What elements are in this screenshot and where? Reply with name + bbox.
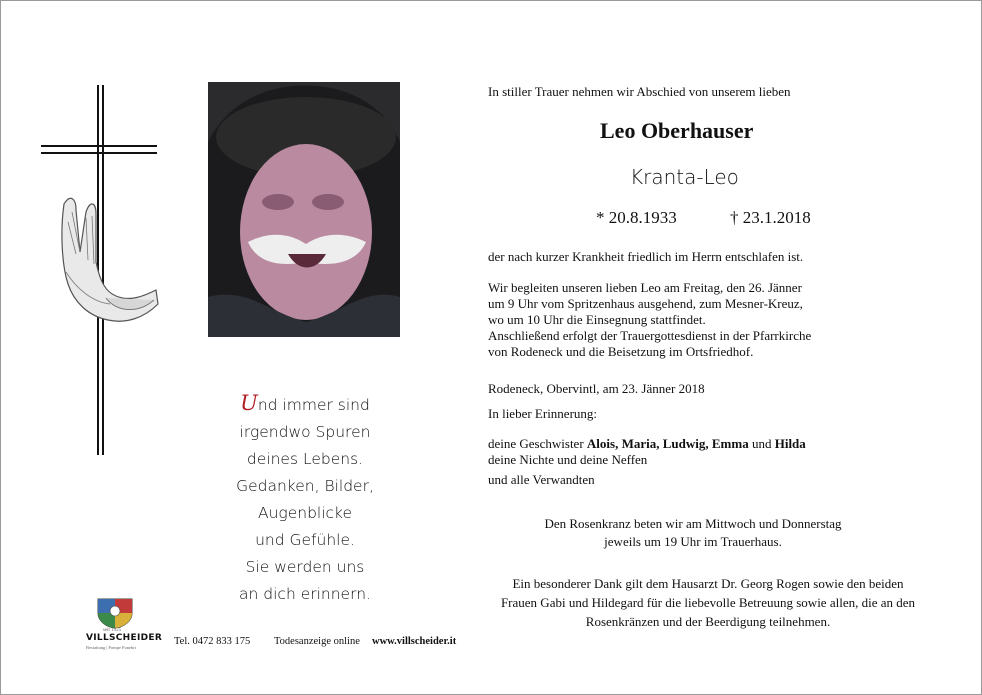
- poem-drop-cap: U: [240, 391, 258, 415]
- poem-line: Und immer sind: [240, 391, 370, 415]
- funeral-line: von Rodeneck und die Beisetzung im Ortsfriedhof.: [488, 344, 754, 359]
- passed-text: der nach kurzer Krankheit friedlich im Herrn entschlafen ist.: [488, 249, 804, 264]
- poem-line: Augenblicke: [257, 504, 353, 522]
- poem-line: irgendwo Spuren: [239, 423, 371, 441]
- mourners: [488, 436, 806, 488]
- rosary-info: Den Rosenkranz beten wir am Mittwoch und Donnerstag jeweils um 19 Uhr im Trauerhaus.: [544, 516, 842, 549]
- footer-phone: Tel. 0472 833 175: [174, 636, 251, 647]
- funeral-line: Anschließend erfolgt der Trauergottesdienst in der Pfarrkirche: [488, 328, 812, 343]
- poem-line: und Gefühle.: [255, 531, 355, 549]
- memorial-poem: [205, 390, 405, 608]
- poem-line: Gedanken, Bilder,: [236, 477, 374, 495]
- villscheider-logo-icon: [92, 595, 138, 629]
- poem-line: deines Lebens.: [246, 450, 364, 468]
- cross-horizontal-line: [41, 145, 157, 147]
- brand-name: VILLSCHEIDER: [86, 633, 163, 643]
- brand-subtitle: Bestattung | Pompe Funebri: [86, 645, 137, 650]
- place-date: Rodeneck, Obervintl, am 23. Jänner 2018: [488, 381, 705, 396]
- relatives-line: und alle Verwandten: [488, 472, 595, 487]
- funeral-line: Wir begleiten unseren lieben Leo am Freitag, den 26. Jänner: [488, 280, 802, 295]
- funeral-info: [488, 280, 811, 360]
- nieces-line: deine Nichte und deine Neffen: [488, 452, 648, 467]
- funeral-line: wo um 10 Uhr die Einsegnung stattfindet.: [488, 312, 706, 327]
- footer-online-label: Todesanzeige online: [274, 636, 360, 647]
- brand-established: seit 1925: [103, 628, 122, 633]
- deceased-nickname: Kranta-Leo: [630, 165, 739, 189]
- cross-horizontal-line: [41, 152, 157, 154]
- siblings-line: deine Geschwister Alois, Maria, Ludwig, Emma und Hilda: [488, 436, 806, 451]
- birth-date: * 20.8.1933: [596, 208, 677, 227]
- deceased-name: Leo Oberhauser: [600, 118, 754, 143]
- death-date: † 23.1.2018: [730, 208, 811, 227]
- poem-line: Sie werden uns: [245, 558, 365, 576]
- footer-website-link[interactable]: www.villscheider.it: [372, 636, 457, 647]
- praying-hands-icon: [46, 192, 162, 334]
- intro-text: In stiller Trauer nehmen wir Abschied von unserem lieben: [488, 84, 791, 99]
- memory-heading: In lieber Erinnerung:: [488, 406, 598, 421]
- thanks-text: Ein besonderer Dank gilt dem Hausarzt Dr. Georg Rogen sowie den beiden Frauen Gabi und Hildegard für die liebevolle Betreuung sowie allen, die an den Rosenkränzen und der Beerdigung teilnehmen.: [500, 576, 916, 629]
- funeral-line: um 9 Uhr vom Spritzenhaus ausgehend, zum Mesner-Kreuz,: [488, 296, 803, 311]
- poem-line: an dich erinnern.: [239, 585, 371, 603]
- portrait-photo: [208, 82, 400, 337]
